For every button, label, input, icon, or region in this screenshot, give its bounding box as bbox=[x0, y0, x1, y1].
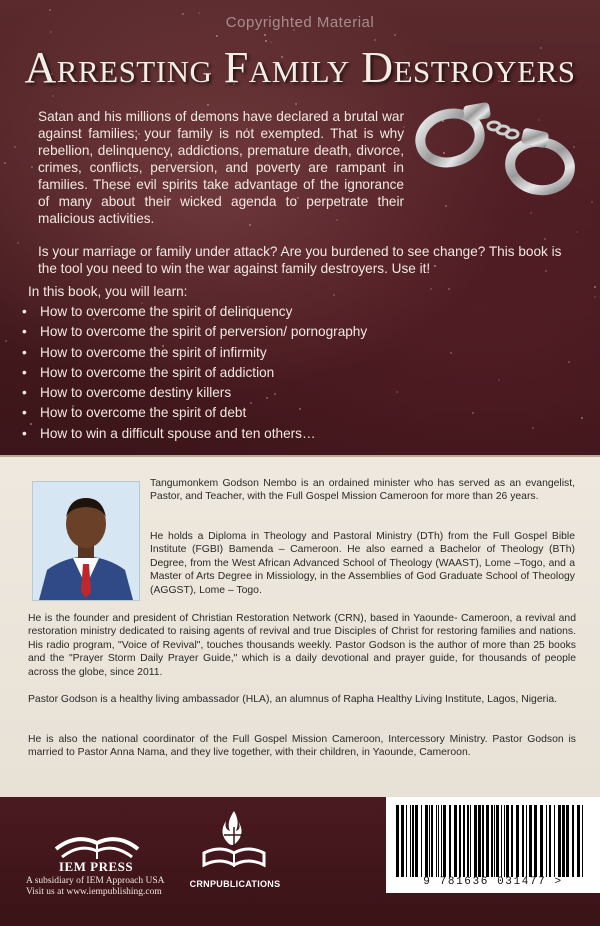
star-speck bbox=[14, 146, 16, 148]
barcode-bar bbox=[478, 805, 481, 877]
barcode-bar bbox=[425, 805, 428, 877]
star-speck bbox=[4, 162, 6, 164]
star-speck bbox=[594, 286, 596, 288]
list-item: • How to overcome the spirit of delinquency bbox=[22, 302, 367, 322]
barcode-bar bbox=[401, 805, 404, 877]
barcode-bar bbox=[486, 805, 489, 877]
star-speck bbox=[50, 31, 52, 33]
star-speck bbox=[5, 340, 7, 342]
bullet-icon: • bbox=[22, 364, 27, 380]
barcode-bar bbox=[410, 805, 411, 877]
star-speck bbox=[295, 103, 297, 105]
barcode-bar bbox=[562, 805, 565, 877]
barcode-bar bbox=[506, 805, 509, 877]
star-speck bbox=[581, 417, 583, 419]
bullet-icon: • bbox=[22, 425, 27, 441]
barcode-bar bbox=[496, 805, 499, 877]
barcode-bar bbox=[511, 805, 513, 877]
barcode-bar bbox=[470, 805, 471, 877]
barcode-bar bbox=[540, 805, 543, 877]
barcode-bar bbox=[516, 805, 519, 877]
barcode-bar bbox=[474, 805, 477, 877]
book-title: Arresting Family Destroyers bbox=[24, 43, 576, 92]
star-speck bbox=[49, 9, 51, 11]
isbn-barcode bbox=[386, 797, 600, 893]
star-speck bbox=[530, 212, 532, 214]
barcode-bar bbox=[421, 805, 422, 877]
list-item: • How to overcome the spirit of debt bbox=[22, 403, 367, 423]
barcode-bar bbox=[396, 805, 399, 877]
barcode-bar bbox=[463, 805, 465, 877]
list-item: • How to overcome the spirit of infirmity bbox=[22, 343, 367, 363]
barcode-bar bbox=[412, 805, 414, 877]
barcode-bar bbox=[436, 805, 437, 877]
star-speck bbox=[396, 391, 398, 393]
bio-paragraph-2: He holds a Diploma in Theology and Pastoral Ministry (DTh) from the Full Gospel Bible Institute (FGBI) Bamenda – Cameroon. He also earned a Bachelor of Theology (BTh) Degree, from the West African Advanced School of Theology (WAAST), Lome –Togo, and a Master of Arts Degree in Missiology, in the Assemblies of God Graduate School of Theology (AGGST), Lome – Togo. bbox=[150, 531, 575, 596]
learn-list bbox=[22, 302, 367, 444]
barcode-bar bbox=[582, 805, 583, 877]
bio-paragraph-3: He is the founder and president of Christian Restoration Network (CRN), based in Yaounde- Cameroon, a revival and restoration ministry dedicated to raising agents of revival and true Disciples of Christ for restoring families and nations. His radio program, "Voice of Revival", touches thousands weekly. Pastor Godson is the author of more than 25 books and the "Prayer Storm Daily Prayer Guide," which is a daily devotional and prayer guide, for thousands of people across the globe, since 2011. bbox=[28, 613, 576, 678]
star-speck bbox=[472, 412, 474, 414]
publisher-strip bbox=[0, 797, 600, 926]
barcode-bar bbox=[526, 805, 527, 877]
bullet-icon: • bbox=[22, 324, 27, 340]
barcode-bar bbox=[459, 805, 461, 877]
bio-paragraph-5: He is also the national coordinator of the Full Gospel Mission Cameroon, Intercessory Ministry. Pastor Godson is married to Pastor Anna Nama, and they live together, with their children, in Yaounde, Cameroon. bbox=[28, 734, 576, 759]
barcode-bar bbox=[429, 805, 430, 877]
author-portrait-icon bbox=[33, 482, 139, 600]
barcode-bar bbox=[577, 805, 580, 877]
callout-paragraph: Is your marriage or family under attack? Are you burdened to see change? This book is the tool you need to win the war against family destroyers. Use it! bbox=[38, 244, 562, 276]
star-speck bbox=[52, 95, 54, 97]
intro-paragraph: Satan and his millions of demons have declared a brutal war against families; your family is not exempted. That is why rebellion, delinquency, addictions, premature death, divorce, crimes, conflicts, perversion, and poverty are rampant in families. These evil spirits take advantage of the ignorance of many about their wicked agenda to perpetrate their malicious activities. bbox=[38, 109, 404, 226]
barcode-bar bbox=[449, 805, 451, 877]
cover-top-panel bbox=[0, 0, 600, 455]
barcode-bar bbox=[546, 805, 547, 877]
barcode-bar bbox=[494, 805, 495, 877]
barcode-bar bbox=[431, 805, 433, 877]
crn-publications-name: CRNPUBLICATIONS bbox=[189, 879, 281, 889]
star-speck bbox=[17, 242, 19, 244]
author-photo bbox=[32, 481, 140, 601]
barcode-bar bbox=[529, 805, 532, 877]
bullet-icon: • bbox=[22, 344, 27, 360]
barcode-bar bbox=[482, 805, 484, 877]
barcode-bar bbox=[454, 805, 457, 877]
barcode-bars bbox=[392, 805, 592, 877]
star-speck bbox=[594, 296, 596, 298]
barcode-bar bbox=[467, 805, 469, 877]
barcode-bar bbox=[534, 805, 537, 877]
iem-press-name: IEM PRESS bbox=[58, 859, 134, 874]
watermark: Copyrighted Material bbox=[225, 14, 375, 31]
barcode-bar bbox=[549, 805, 551, 877]
barcode-bar bbox=[501, 805, 502, 877]
author-bio-panel bbox=[0, 455, 600, 797]
list-item: • How to win a difficult spouse and ten others… bbox=[22, 424, 367, 444]
bio-paragraph-4: Pastor Godson is a healthy living ambassador (HLA), an alumnus of Rapha Healthy Living Institute, Lagos, Nigeria. bbox=[28, 694, 558, 705]
barcode-bar bbox=[441, 805, 442, 877]
star-speck bbox=[394, 34, 396, 36]
barcode-bar bbox=[406, 805, 407, 877]
list-item: • How to overcome the spirit of perversion/ pornography bbox=[22, 322, 367, 342]
handcuffs-icon bbox=[412, 96, 580, 206]
star-speck bbox=[216, 35, 218, 37]
isbn-number: 9 781636 031477 > bbox=[423, 876, 563, 888]
barcode-bar bbox=[572, 805, 574, 877]
bio-paragraph-1: Tangumonkem Godson Nembo is an ordained minister who has served as an evangelist, Pastor, and Teacher, with the Full Gospel Mission Cameroon for more than 26 years. bbox=[150, 478, 575, 503]
learn-intro: In this book, you will learn: bbox=[28, 284, 188, 299]
barcode-bar bbox=[443, 805, 446, 877]
star-speck bbox=[207, 104, 209, 106]
barcode-bar bbox=[566, 805, 569, 877]
bullet-icon: • bbox=[22, 304, 27, 319]
barcode-bar bbox=[504, 805, 505, 877]
bullet-icon: • bbox=[22, 385, 27, 401]
star-speck bbox=[450, 352, 452, 354]
star-speck bbox=[498, 379, 500, 381]
list-item: • How to overcome the spirit of addiction bbox=[22, 363, 367, 383]
bullet-icon: • bbox=[22, 405, 27, 421]
star-speck bbox=[374, 39, 376, 41]
barcode-bar bbox=[438, 805, 439, 877]
star-speck bbox=[31, 166, 33, 168]
star-speck bbox=[576, 231, 578, 233]
star-speck bbox=[532, 427, 534, 429]
flame-bible-icon bbox=[196, 807, 272, 877]
star-speck bbox=[568, 361, 570, 363]
star-speck bbox=[544, 238, 546, 240]
list-item: • How to overcome destiny killers bbox=[22, 383, 367, 403]
barcode-bar bbox=[554, 805, 555, 877]
barcode-bar bbox=[415, 805, 418, 877]
open-book-icon bbox=[50, 819, 144, 863]
barcode-bar bbox=[491, 805, 493, 877]
barcode-bar bbox=[558, 805, 561, 877]
barcode-bar bbox=[522, 805, 524, 877]
star-speck bbox=[264, 34, 266, 36]
star-speck bbox=[591, 201, 593, 203]
iem-press-tagline: A subsidiary of IEM Approach USA Visit us at www.iempublishing.com bbox=[26, 876, 165, 897]
